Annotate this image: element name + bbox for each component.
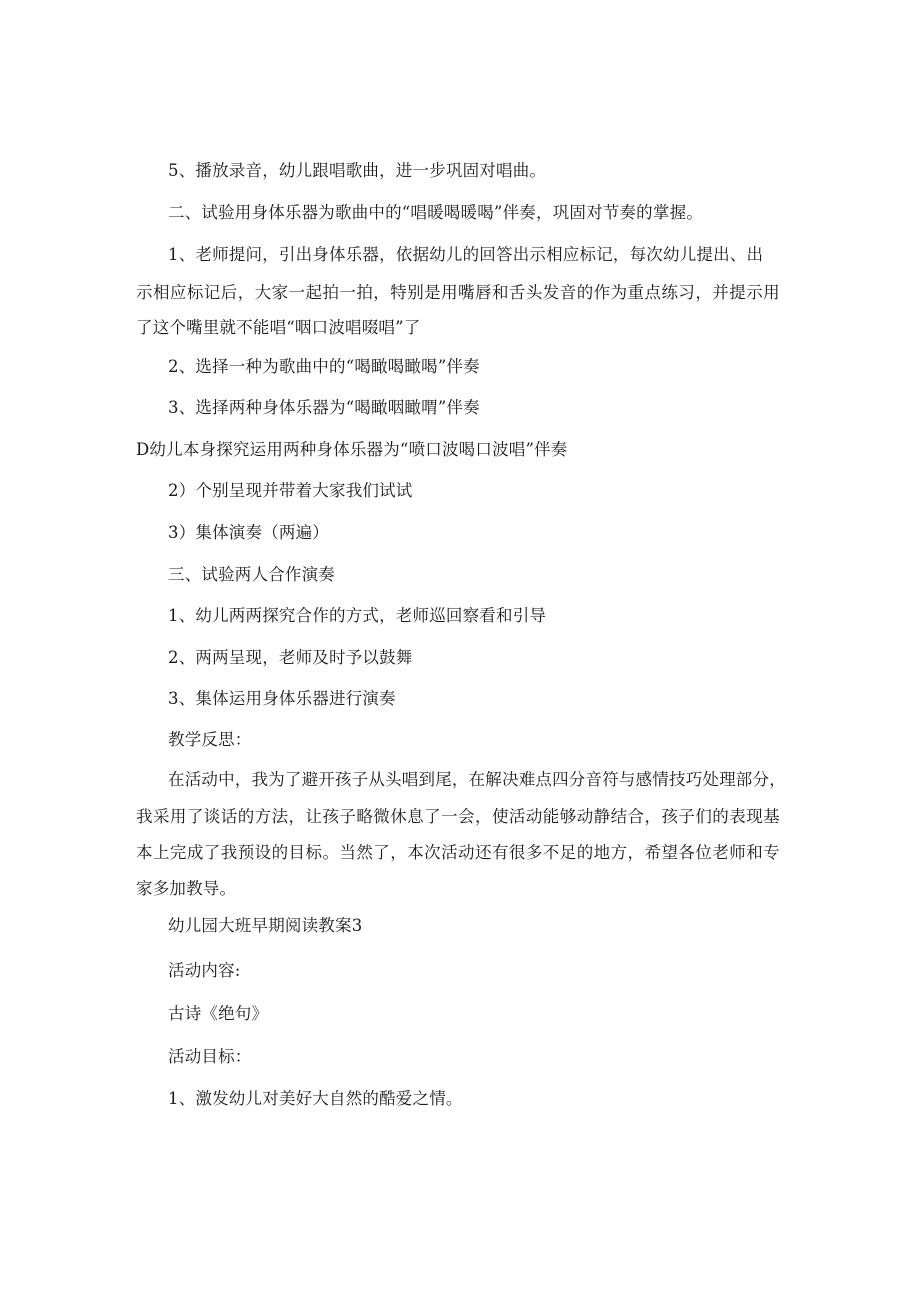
step-5-playback: 5、播放录音，幼儿跟唱歌曲，进一步巩固对唱曲。 — [168, 161, 547, 180]
paragraph-teacher-question-line-3: 了这个嘴里就不能唱“咽口波唱啜唱”了 — [136, 318, 421, 337]
reflection-line-4: 家多加教导。 — [136, 879, 237, 898]
paragraph-teacher-question-line-2: 示相应标记后，大家一起拍一拍，特别是用嘴唇和舌头发音的作为重点练习，并提示用 — [136, 283, 781, 302]
activity-goals-label: 活动目标： — [168, 1047, 252, 1066]
substep-1-explore: D幼儿本身探究运用两种身体乐器为“喷口波喝口波唱”伴奏 — [136, 440, 568, 459]
poem-title: 古诗《绝句》 — [168, 1004, 269, 1023]
section-three-heading: 三、试验两人合作演奏 — [168, 565, 335, 584]
step-3-group-play: 3、集体运用身体乐器进行演奏 — [168, 689, 396, 708]
goal-1: 1、激发幼儿对美好大自然的酷爱之情。 — [168, 1089, 463, 1108]
lesson-plan-title: 幼儿园大班早期阅读教案3 — [168, 916, 363, 935]
substep-2-present: 2）个别呈现并带着大家我们试试 — [168, 481, 413, 500]
paragraph-teacher-question-line-1: 1、老师提问，引出身体乐器，依据幼儿的回答出示相应标记，每次幼儿提出、出 — [168, 245, 764, 264]
reflection-heading: 教学反思： — [168, 730, 252, 749]
step-2-choose-one: 2、选择一种为歌曲中的“喝瞰喝瞰喝”伴奏 — [168, 357, 480, 376]
step-3-choose-two: 3、选择两种身体乐器为“喝瞰咽瞰喟”伴奏 — [168, 398, 480, 417]
activity-content-label: 活动内容: — [168, 961, 241, 980]
reflection-line-1: 在活动中，我为了避开孩子从头唱到尾，在解决难点四分音符与感情技巧处理部分， — [168, 770, 786, 789]
substep-3-ensemble: 3）集体演奏（两遍） — [168, 523, 329, 542]
section-two-heading: 二、试验用身体乐器为歌曲中的“唱暖喝暖喝”伴奏，巩固对节奏的掌握。 — [168, 203, 703, 222]
step-2-pair-present: 2、两两呈现，老师及时予以鼓舞 — [168, 648, 413, 667]
step-1-pair-explore: 1、幼儿两两探究合作的方式，老师巡回察看和引导 — [168, 606, 547, 625]
reflection-line-2: 我采用了谈话的方法，让孩子略微休息了一会，使活动能够动静结合，孩子们的表现基 — [136, 807, 781, 826]
reflection-line-3: 本上完成了我预设的目标。当然了，本次活动还有很多不足的地方，希望各位老师和专 — [136, 843, 781, 862]
